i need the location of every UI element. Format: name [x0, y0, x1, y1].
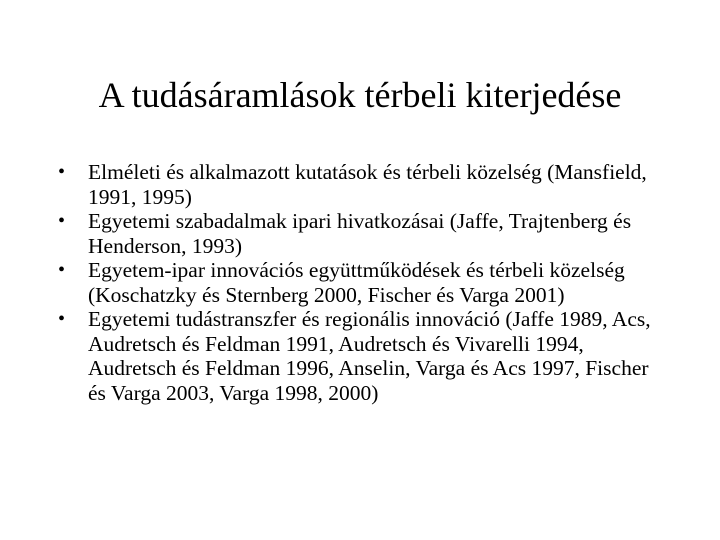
bullet-text: Egyetemi tudástranszfer és regionális innováció (Jaffe 1989, Acs, Audretsch és Feldman 1991, Audretsch és Vivarelli 1994, Audretsch és Feldman 1996, Anselin, Varga és Acs 1997, Fischer és Varga 2003, Varga 1998, 2000) — [88, 307, 651, 405]
bullet-item — [58, 209, 668, 258]
bullet-list — [58, 160, 668, 405]
bullet-item — [58, 258, 668, 307]
bullet-icon: • — [58, 308, 66, 330]
bullet-item — [58, 160, 668, 209]
bullet-icon: • — [58, 210, 66, 232]
bullet-item — [58, 307, 668, 405]
bullet-text: Elméleti és alkalmazott kutatások és térbeli közelség (Mansfield, 1991, 1995) — [88, 160, 647, 209]
slide-title: A tudásáramlások térbeli kiterjedése — [98, 75, 622, 115]
bullet-icon: • — [58, 259, 66, 281]
bullet-icon: • — [58, 161, 66, 183]
bullet-text: Egyetemi szabadalmak ipari hivatkozásai (Jaffe, Trajtenberg és Henderson, 1993) — [88, 209, 632, 258]
bullet-text: Egyetem-ipar innovációs együttműködések és térbeli közelség (Koschatzky és Sternberg 2000, Fischer és Varga 2001) — [88, 258, 625, 307]
